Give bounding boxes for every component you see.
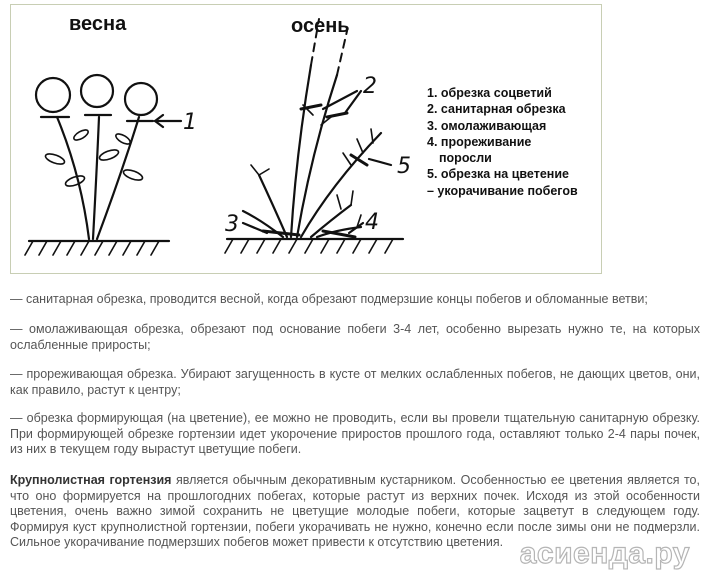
paragraph-rejuvenating: — омолаживающая обрезка, обрезают под основание побеги 3-4 лет, особенно вырезать нужно те, на которых ослабленные приросты; (10, 322, 700, 352)
legend-item: – укорачивание побегов (427, 183, 578, 198)
legend-item: 3. омолаживающая (427, 118, 547, 133)
paragraph-thinning: — прореживающая обрезка. Убирают загущенность в кусте от мелких ослабленных побегов, не дающих цветов, они, как правило, растут к центру; (10, 367, 700, 397)
spring-flower-1 (36, 78, 70, 112)
legend-item: поросли (439, 151, 492, 166)
watermark-logo: асиенда.ру (519, 537, 690, 570)
spring-ground-hatching (25, 241, 159, 255)
legend-item: 2. санитарная обрезка (427, 102, 566, 117)
number-label-5: 5 (397, 154, 411, 179)
legend-item: 4. прореживание (427, 134, 532, 149)
paragraph-forming: — обрезка формирующая (на цветение), ее можно не проводить, если вы провели тщательную санитарную обрезку. При формирующей обрезке гортензии идет укорочение приростов прошлого года, оставляют только 2-4 пары почек, из них в текущем году вырастут цветущие побеги. (10, 411, 700, 456)
spring-flower-3 (125, 83, 157, 115)
number-label-4: 4 (365, 210, 379, 235)
spring-stem-right (97, 117, 139, 239)
autumn-label: осень (291, 15, 350, 37)
paragraph-body: является обычным декоративным кустарником. Особенностью ее цветения является то, что оно формируется на прошлогодних побегах, которые растут из верхних почек. Исходя из этой особенности цветения, очень важно зимой сохранить не цветущие молодые побеги, которые зацветут в следующем году. Формируя куст крупнолистной гортензии, побеги укорачивать не нужно, конечно если после зимы они не подмерзли. Сильное укорачивание подмерзших побегов может привести к отсутствию цветения. (10, 473, 700, 549)
spring-label: весна (69, 13, 127, 35)
number-label-2: 2 (363, 74, 377, 99)
paragraph-bold-title: Крупнолистная гортензия (10, 473, 172, 487)
spring-stem-center (93, 117, 99, 239)
paragraph-sanitary: — санитарная обрезка, проводится весной, когда обрезают подмерзшие концы побегов и обломанные ветви; (10, 292, 648, 306)
pruning-diagram (10, 4, 602, 274)
autumn-ground-hatching (225, 239, 393, 253)
number-label-1: 1 (183, 110, 197, 135)
legend-item: 1. обрезка соцветий (427, 86, 552, 100)
legend-item: 5. обрезка на цветение (427, 167, 569, 182)
legend (427, 85, 578, 199)
spring-flower-2 (81, 75, 113, 107)
spring-leaves (44, 128, 144, 188)
number-label-3: 3 (225, 212, 239, 237)
